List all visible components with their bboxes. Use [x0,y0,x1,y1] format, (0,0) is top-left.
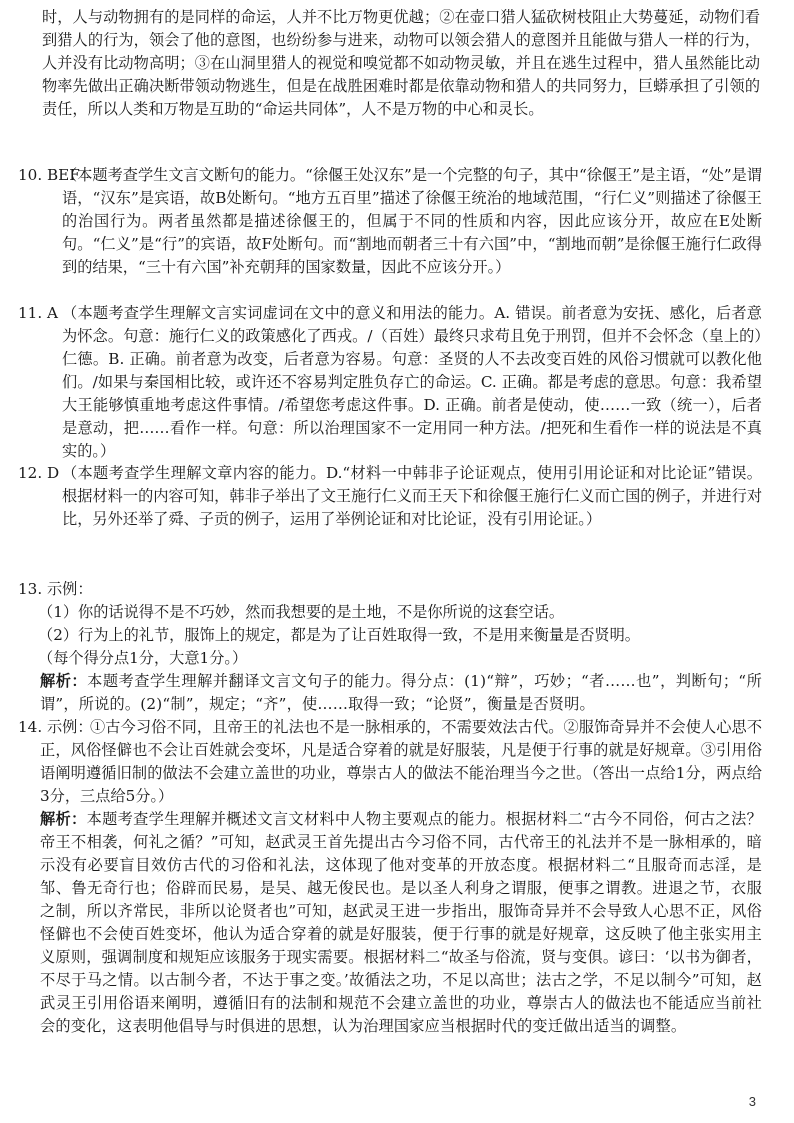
item-text: （本题考查学生理解文言实词虚词在文中的意义和用法的能力。A. 错误。前者意为安抚、感化，后者意为怀念。句意：施行仁义的政策感化了西戎。/（百姓）最终只求苟且免于刑罚，但并不会怀念（皇上的）仁德。B. 正确。前者意为改变，后者意为容易。句意：圣贤的人不去改变百姓的风俗习惯就可以教化他们。/如果与秦国相比较，或许还不容易判定胜负存亡的命运。C. 正确。都是考虑的意思。句意：我希望大王能够慎重地考虑这件事情。/希望您考虑这件事。D. 正确。前者是使动，使……一致（统一），后者是意动，把……看作一样。句意：所以治理国家不一定用同一种方法。/把死和生看作一样的说法是不真实的。） [62,304,762,460]
item-number: 10. BEF [18,166,80,184]
translation-line-1: （1）你的话说得不是不巧妙，然而我想要的是土地，不是你所说的这套空话。 [38,603,565,621]
page-number: 3 [748,1094,756,1109]
answer-item-11 [18,302,762,463]
answer-item-12 [18,462,762,531]
item-number: 13. 示例： [18,580,93,598]
explanation-text: 本题考查学生理解并概述文言文材料中人物主要观点的能力。根据材料二“古今不同俗，何古之法？帝王不相袭，何礼之循？”可知，赵武灵王首先提出古今习俗不同，古代帝王的礼法并不是一脉相承的，暗示没有必要盲目效仿古代的习俗和礼法，这体现了他对变革的开放态度。根据材料二“且服奇而志淫，是邹、鲁无奇行也；俗辟而民易，是吴、越无俊民也。是以圣人利身之谓服，便事之谓教。进退之节，衣服之制，所以齐常民，非所以论贤者也”可知，赵武灵王进一步指出，服饰奇异并不会导致人心思不正，风俗怪僻也不会使百姓变坏，他认为适合穿着的就是好服装，便于行事的就是好规章，这反映了他主张实用主义原则，强调制度和规矩应该服务于现实需要。根据材料二“故圣与俗流，贤与变俱。谚曰：‘以书为御者，不尽于马之情。以古制今者，不达于事之变。’故循法之功，不足以高世；法古之学，不足以制今”可知，赵武灵王引用俗语来阐明，遵循旧有的法制和规范不会建立盖世的功业，尊崇古人的做法也不能适应当前社会的变化，这表明他倡导与时俱进的思想，认为治理国家应当根据时代的变迁做出适当的调整。 [40,810,762,1035]
scoring-note: （每个得分点1分，大意1分。） [38,649,248,667]
explanation [40,808,762,1038]
explanation [40,670,762,716]
item-text: ①古今习俗不同，且帝王的礼法也不是一脉相承的，不需要效法古代。②服饰奇异并不会使人心思不正，风俗怪僻也不会让百姓就会变坏，凡是适合穿着的就是好服装，凡是便于行事的就是好规章。③引用俗语阐明遵循旧制的做法不会建立盖世的功业，尊崇古人的做法不能治理当今之世。（答出一点给1分，两点给3分，三点给5分。） [40,718,762,805]
item-number: 12. D [18,464,60,482]
answer-item-14 [18,716,762,1038]
explanation-text: 本题考查学生理解并翻译文言文句子的能力。得分点：(1)“辩”，巧妙；“者……也”，判断句；“所谓”，所说的。(2)“制”，规定；“齐”，使……取得一致；“论贤”，衡量是否贤明。 [40,672,762,713]
explanation-tag: 解析： [40,672,88,690]
answer-item-10 [18,164,762,279]
item-text: （本题考查学生文言文断句的能力。“徐偃王处汉东”是一个完整的句子，其中“徐偃王”是主语，“处”是谓语，“汉东”是宾语，故B处断句。“地方五百里”描述了徐偃王统治的地域范围，“行仁义”则描述了徐偃王的治国行为。两者虽然都是描述徐偃王的，但属于不同的性质和内容，因此应该分开，故应在E处断句。“仁义”是“行”的宾语，故F处断句。而“割地而朝者三十有六国”中，“割地而朝”是徐偃王施行仁政得到的结果，“三十有六国”补充朝拜的国家数量，因此不应该分开。） [62,166,762,276]
answer-item-13 [18,578,762,716]
item-number: 14. 示例： [18,718,93,736]
explanation-tag: 解析： [40,810,87,828]
translation-line-2: （2）行为上的礼节，服饰上的规定，都是为了让百姓取得一致，不是用来衡量是否贤明。 [38,626,640,644]
answer-9-continuation: 时，人与动物拥有的是同样的命运，人并不比万物更优越；②在壶口猎人猛砍树枝阻止大势蔓延，动物们看到猎人的行为，领会了他的意图，也纷纷参与进来，动物可以领会猎人的意图并且能做与猎人一样的行为，人并没有比动物高明；③在山洞里猎人的视觉和嗅觉都不如动物灵敏，并且在逃生过程中，猎人虽然能比动物率先做出正确决断带领动物逃生，但是在战胜困难时都是依靠动物和猎人的共同努力，巨蟒承担了引领的责任，所以人类和万物是互助的“命运共同体”，人不是万物的中心和灵长。 [42,8,760,118]
item-number: 11. A [18,304,58,322]
item-text: （本题考查学生理解文章内容的能力。D.“材料一中韩非子论证观点，使用引用论证和对比论证”错误。根据材料一的内容可知，韩非子举出了文王施行仁义而王天下和徐偃王施行仁义而亡国的例子，并进行对比，另外还举了舜、子贡的例子，运用了举例论证和对比论证，没有引用论证。） [62,464,762,528]
